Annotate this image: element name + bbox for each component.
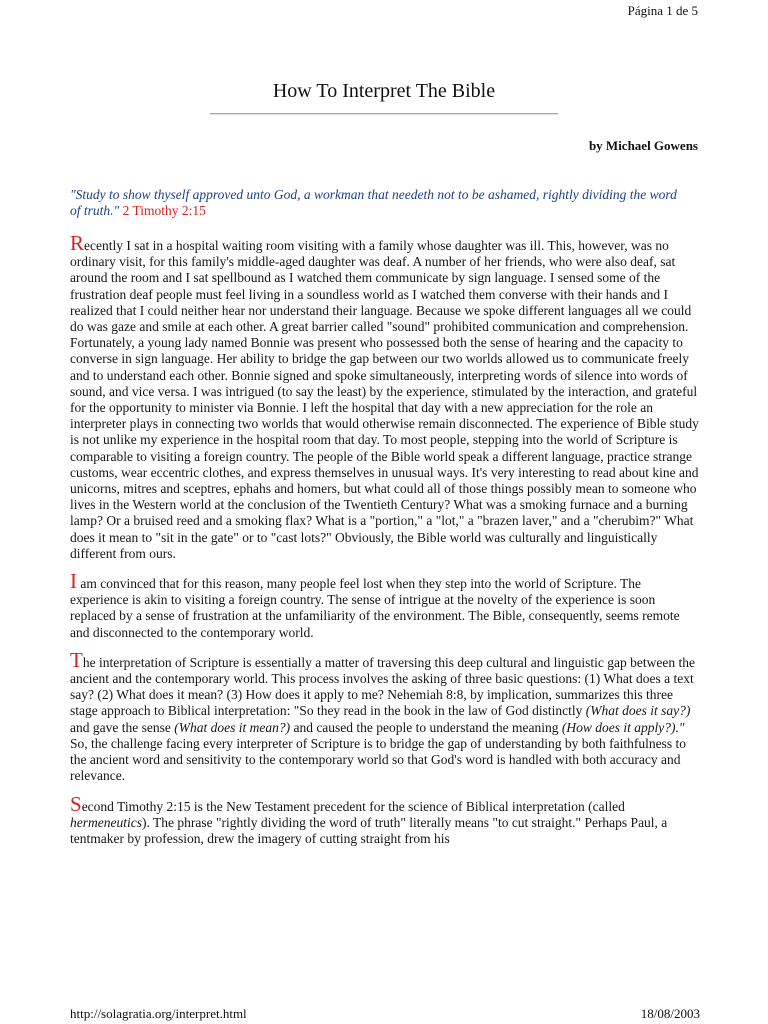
paragraph-text: am convinced that for this reason, many people feel lost when they step into the world of Scripture. The experience is akin to visiting a foreign country. The sense of intrigue at the novelty of the experience is soon replaced by a sense of frustration at the unfamiliarity of the environment. The Bible, consequently, seems remote and disconnected to the contemporary world. [70, 576, 680, 640]
emphasized-text: (What does it say?) [585, 703, 691, 719]
epigraph-reference: 2 Timothy 2:15 [122, 203, 206, 218]
body-paragraph [70, 569, 700, 641]
drop-cap: T [70, 647, 83, 672]
epigraph [70, 187, 690, 219]
emphasized-text: (What does it mean?) [174, 719, 291, 735]
author-byline: by Michael Gowens [588, 138, 698, 153]
drop-cap: S [70, 791, 82, 816]
paragraph-text: ecently I sat in a hospital waiting room visiting with a family whose daughter was ill. This, however, was no ordinary visit, for this family's middle-aged daughter was deaf. A number of her friends, who were also deaf, sat around the room and I sat spellbound as I watched them communicate by sign language. I sensed some of the frustration deaf people must feel living in a soundless world as I watched them converse with their hands and I realized that I could neither hear nor understand their language. Because we spoke different languages all we could do was gaze and smile at each other. A great barrier called "sound" prohibited communication and comprehension. Fortunately, a young lady named Bonnie was present who possessed both the sense of hearing and the capacity to converse in sign language. Her ability to bridge the gap between our two worlds allowed us to communicate freely and to understand each other. Bonnie signed and spoke simultaneously, interpreting words of silence into words of sound, and vice versa. I was intrigued (to say the least) by the experience, stimulated by the interaction, and grateful for the opportunity to minister via Bonnie. I left the hospital that day with a new appreciation for the role an interpreter plays in connecting two worlds that would otherwise remain disconnected. The experience of Bible study is not unlike my experience in the hospital room that day. To most people, stepping into the world of Scripture is comparable to visiting a foreign country. The people of the Bible world speak a different language, practice strange customs, wear eccentric clothes, and express themselves in unusual ways. It's very interesting to read about kine and unicorns, mitres and sceptres, ephahs and homers, but what could all of those things possibly mean to someone who lives in the Western world at the conclusion of the Twentieth Century? What was a smoking furnace and a burning lamp? Or a bruised reed and a smoking flax? What is a "portion," a "lot," a "brazen laver," and a "cherubim?" What does it mean to "sit in the gate" or to "cast lots?" Obviously, the Bible world was culturally and linguistically different from ours. [70, 238, 699, 561]
article-title: How To Interpret The Bible [272, 80, 496, 103]
body-paragraph [70, 231, 700, 562]
page-footer [70, 1006, 700, 1022]
epigraph-quote: "Study to show thyself approved unto God, a workman that needeth not to be ashamed, rightly dividing the word of truth." [70, 187, 677, 218]
paragraph-text: So, the challenge facing every interpreter of Scripture is to bridge the gap of understanding by both faithfulness to the ancient word and sensitivity to the contemporary world so that God's word is handled with both accuracy and relevance. [70, 735, 686, 784]
emphasized-text: hermeneutics [70, 814, 142, 830]
page-number: Página 1 de 5 [627, 3, 698, 18]
title-divider [210, 113, 558, 115]
paragraph-text: ). The phrase "rightly dividing the word of truth" literally means "to cut straight." Perhaps Paul, a tentmaker by profession, drew the imagery of cutting straight from his [70, 814, 668, 846]
paragraph-text: and caused the people to understand the meaning [290, 719, 562, 735]
paragraph-text: he interpretation of Scripture is essentially a matter of traversing this deep cultural and linguistic gap between the ancient and the contemporary world. This process involves the asking of three basic questions: (1) What does a text say? (2) What does it mean? (3) How does it apply to me? Nehemiah 8:8, by implication, summarizes this three stage approach to Biblical interpretation: "So they read in the book in the law of God distinctly [70, 654, 696, 719]
paragraph-text: econd Timothy 2:15 is the New Testament precedent for the science of Biblical interpretation (called [81, 798, 625, 814]
emphasized-text: (How does it apply?)." [561, 719, 685, 735]
article-body [70, 231, 700, 859]
body-paragraph [70, 791, 700, 848]
body-paragraph [70, 647, 700, 785]
drop-cap: R [70, 231, 85, 255]
drop-cap: I [70, 569, 77, 594]
print-date: 18/08/2003 [640, 1006, 700, 1021]
paragraph-text: and gave the sense [70, 719, 175, 735]
source-url[interactable]: http://solagratia.org/interpret.html [70, 1006, 247, 1021]
